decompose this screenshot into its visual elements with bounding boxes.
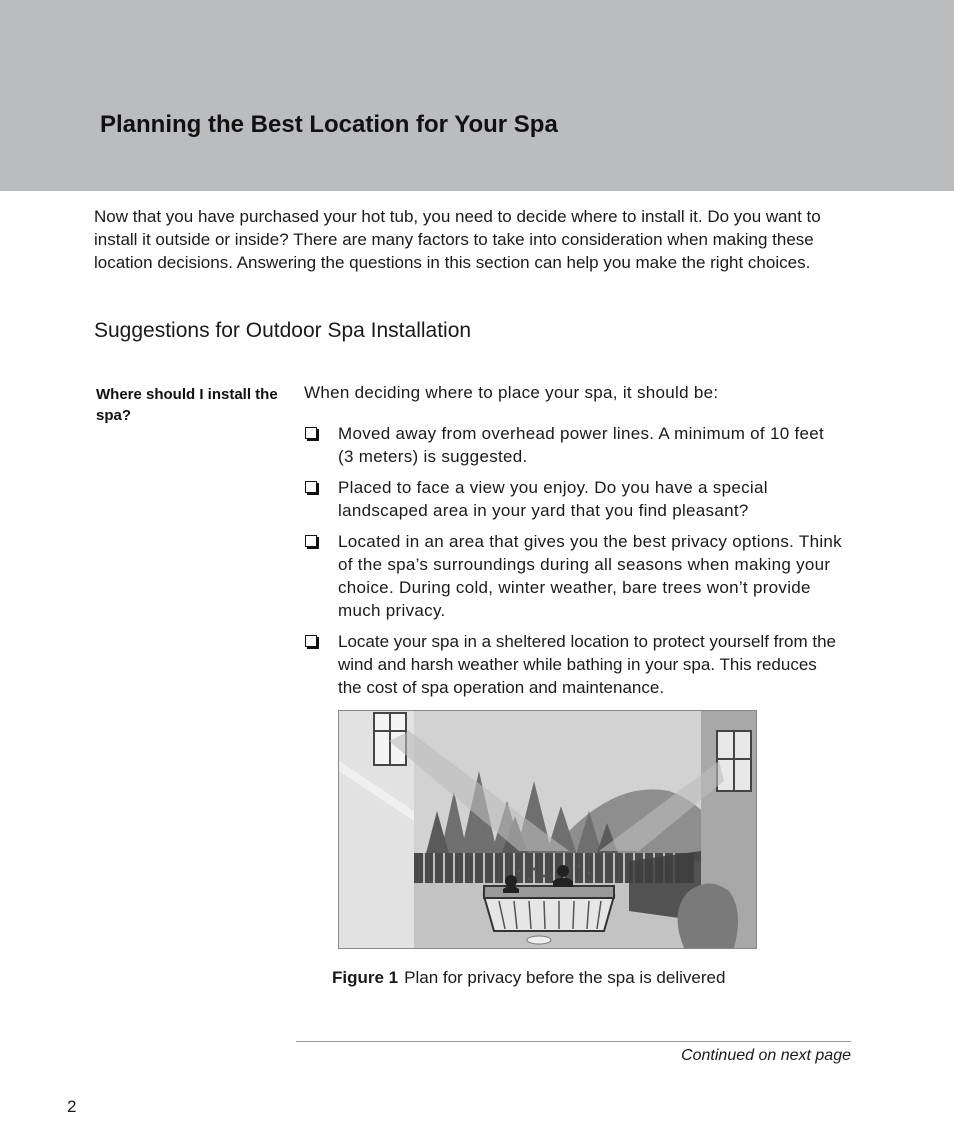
list-item-text: Placed to face a view you enjoy. Do you have a special landscaped area in your yard that you find pleasant?: [338, 478, 768, 520]
list-item: [304, 476, 844, 522]
figure-label: Figure 1: [332, 968, 399, 987]
list-item: [304, 630, 844, 699]
list-item-text: Locate your spa in a sheltered location to protect yourself from the wind and harsh weather while bathing in your spa. This reduces the cost of spa operation and maintenance.: [338, 632, 836, 697]
side-question-label: Where should I install the spa?: [96, 386, 278, 424]
lead-sentence: When deciding where to place your spa, it should be:: [304, 383, 719, 402]
list-item: [304, 422, 844, 468]
list-item-text: Moved away from overhead power lines. A minimum of 10 feet (3 meters) is suggested.: [338, 424, 825, 466]
section-heading: Suggestions for Outdoor Spa Installation: [94, 319, 472, 342]
intro-paragraph: Now that you have purchased your hot tub, you need to decide where to install it. Do you want to install it outside or inside? There are many factors to take into consideration when making these location decisions. Answering the questions in this section can help you make the right choices.: [94, 207, 821, 272]
continued-note: Continued on next page: [681, 1047, 851, 1064]
checkbox-icon: [305, 481, 317, 493]
list-item: [304, 530, 844, 622]
figure-caption: [332, 968, 725, 988]
figure-caption-text: Plan for privacy before the spa is delivered: [404, 968, 726, 987]
checkbox-icon: [305, 635, 317, 647]
header-band: [0, 0, 954, 191]
spa-privacy-illustration: [338, 710, 757, 949]
page-title: Planning the Best Location for Your Spa: [100, 111, 558, 138]
checkbox-icon: [305, 535, 317, 547]
location-checklist: [304, 422, 844, 707]
list-item-text: Located in an area that gives you the best privacy options. Think of the spa’s surroundings during all seasons when making your choice. During cold, winter weather, bare trees won’t provide much privacy.: [338, 532, 842, 620]
footer-divider: [296, 1041, 851, 1042]
checkbox-icon: [305, 427, 317, 439]
page-number: 2: [67, 1097, 77, 1116]
